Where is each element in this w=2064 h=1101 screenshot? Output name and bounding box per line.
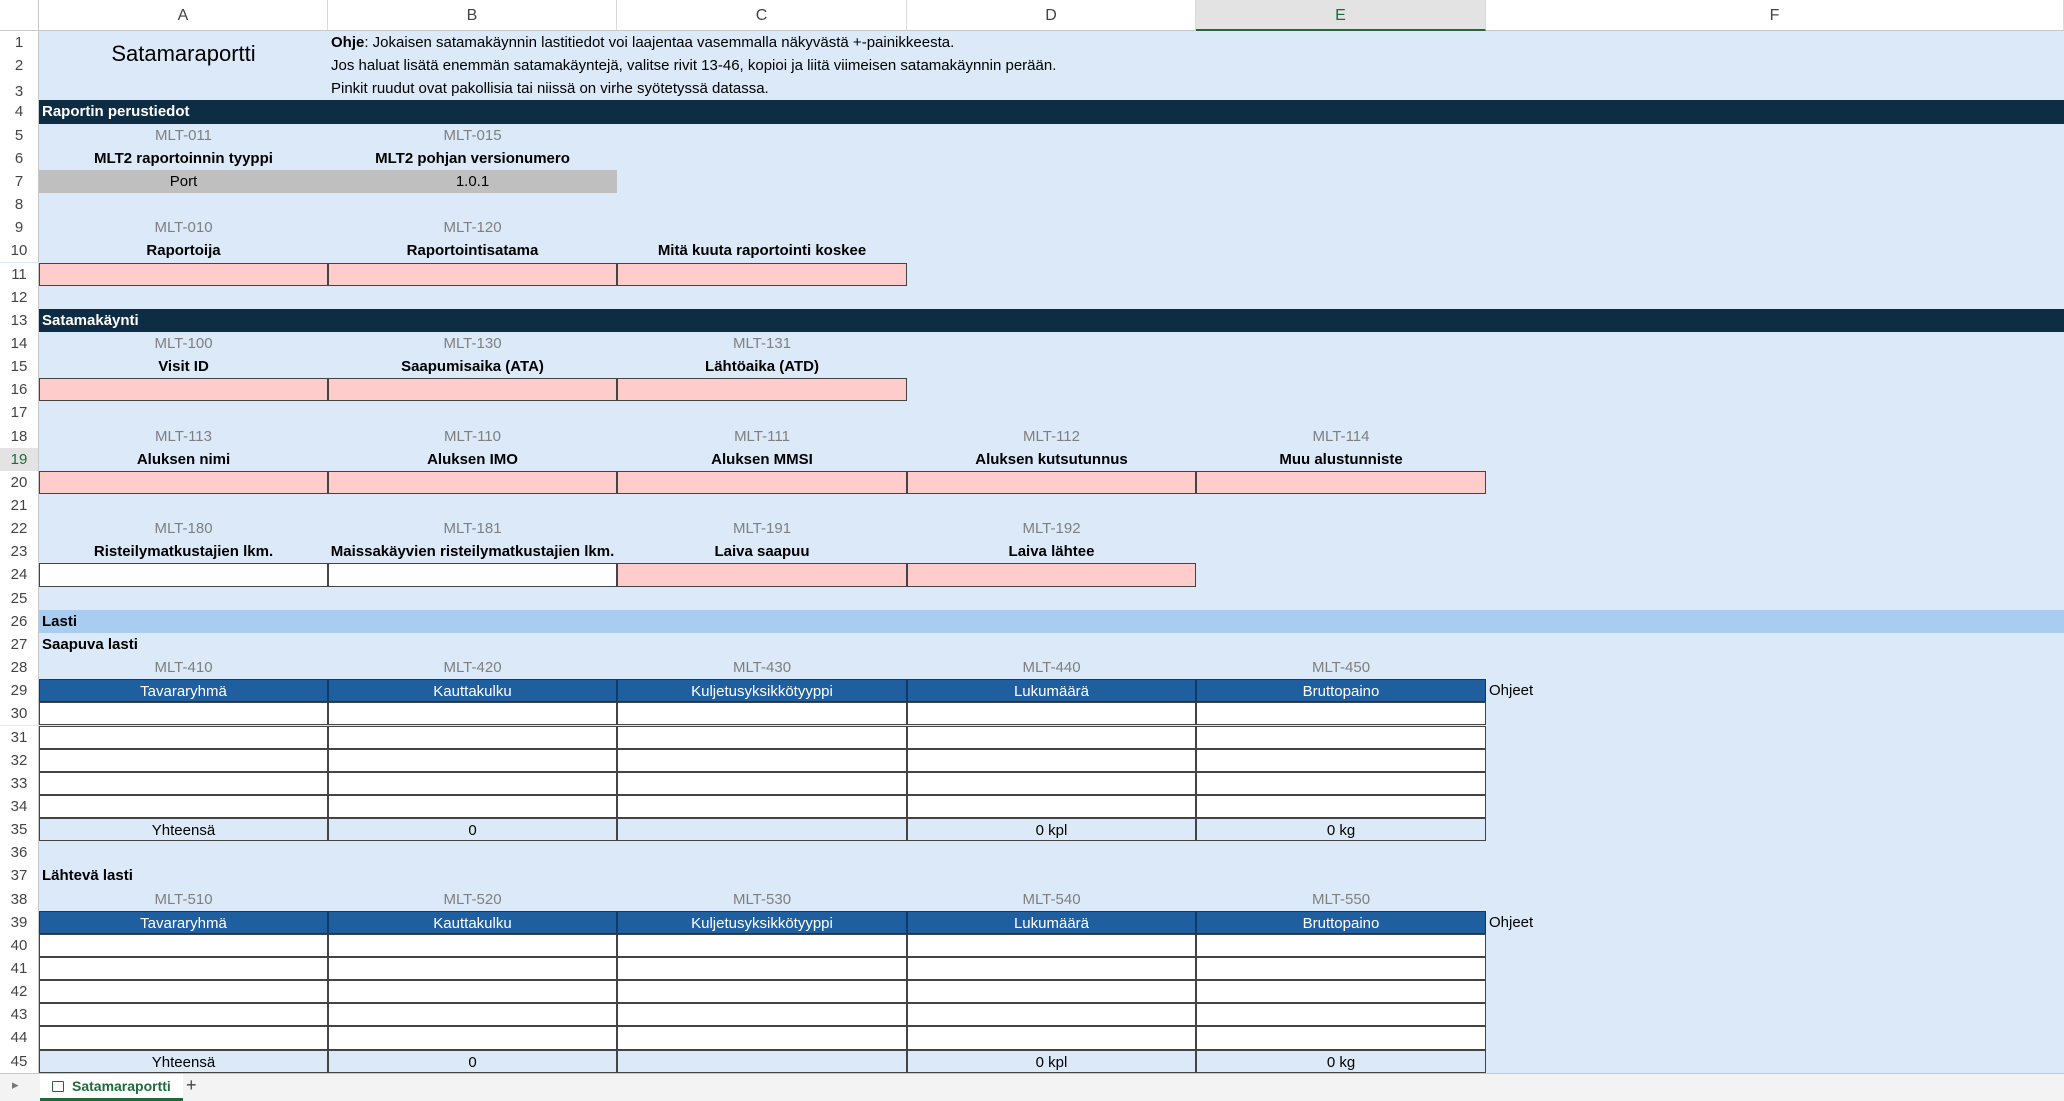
row-header-8[interactable]: 8 (0, 193, 39, 216)
row-header-9[interactable]: 9 (0, 216, 39, 239)
lahteva-table-cell[interactable] (1196, 980, 1486, 1003)
raportointikuukausi-input[interactable] (617, 263, 907, 286)
saapuva-table-cell[interactable] (617, 772, 907, 795)
lahteva-table-cell[interactable] (39, 934, 328, 957)
row-header-33[interactable]: 33 (0, 772, 39, 795)
pohjan-versionumero-label: MLT2 pohjan versionumero (375, 149, 570, 167)
saapuva-code-1: MLT-420 (443, 659, 502, 677)
saapuva-total-1: 0 (328, 818, 617, 841)
visit-r1-field-1-label: Saapumisaika (ATA) (401, 358, 544, 376)
column-header-d[interactable]: D (907, 0, 1196, 31)
saapuva-table-cell[interactable] (1196, 795, 1486, 818)
saapuva-header-1[interactable]: Kauttakulku (328, 679, 617, 702)
visit-r1-field-2-label: Lähtöaika (ATD) (705, 358, 819, 376)
select-all-corner[interactable] (0, 0, 39, 31)
lahteva-table-cell[interactable] (328, 934, 617, 957)
saapuva-table-cell[interactable] (1196, 726, 1486, 749)
column-header-c[interactable]: C (617, 0, 907, 31)
lahteva-table-cell[interactable] (39, 1026, 328, 1049)
saapuva-code-0: MLT-410 (154, 659, 213, 677)
row-header-43[interactable]: 43 (0, 1003, 39, 1026)
row-header-39[interactable]: 39 (0, 911, 39, 934)
lahteva-total-3: 0 kpl (907, 1050, 1196, 1073)
instruction-line-1 (331, 31, 1531, 54)
saapuva-table-cell[interactable] (617, 749, 907, 772)
visit-r2-field-4-code: MLT-114 (1312, 427, 1370, 445)
row-header-6[interactable]: 6 (0, 147, 39, 170)
saapuva-table-cell[interactable] (907, 795, 1196, 818)
visit-r2-field-3-code: MLT-112 (1023, 427, 1080, 445)
row-header-24[interactable]: 24 (0, 563, 39, 586)
row-header-11[interactable]: 11 (0, 263, 39, 286)
lahteva-header-1[interactable]: Kauttakulku (328, 911, 617, 934)
visit-r3-field-2-code: MLT-191 (732, 520, 792, 538)
row-header-25[interactable]: 25 (0, 587, 39, 610)
row-header-3[interactable]: 3 (0, 77, 39, 100)
row-header-27[interactable]: 27 (0, 633, 39, 656)
lahteva-table-cell[interactable] (617, 1003, 907, 1026)
row-header-17[interactable]: 17 (0, 401, 39, 424)
row-header-19[interactable]: 19 (0, 448, 39, 471)
visit-r1-field-2-input[interactable] (617, 378, 907, 401)
saapuva-code-3: MLT-440 (1022, 659, 1081, 677)
lahteva-table-cell[interactable] (617, 980, 907, 1003)
section-satamakaynti: Satamakäynti (39, 309, 2064, 332)
saapuva-table-cell[interactable] (1196, 702, 1486, 725)
saapuva-header-4[interactable]: Bruttopaino (1196, 679, 1486, 702)
sheet-tab-bar (0, 1073, 2064, 1101)
saapuva-table-cell[interactable] (907, 702, 1196, 725)
lahteva-table-cell[interactable] (907, 1026, 1196, 1049)
lahteva-table-cell[interactable] (617, 1026, 907, 1049)
section-raportin-perustiedot: Raportin perustiedot (39, 100, 2064, 123)
saapuva-header-2[interactable]: Kuljetusyksikkötyyppi (617, 679, 907, 702)
row-header-41[interactable]: 41 (0, 957, 39, 980)
saapuva-total-0: Yhteensä (39, 818, 328, 841)
saapuva-table-cell[interactable] (39, 772, 328, 795)
visit-r2-field-0-code: MLT-113 (155, 427, 212, 445)
instruction-text: : Jokaisen satamakäynnin lastitiedot voi laajentaa vasemmalla näkyvästä +-painikkeesta. (364, 34, 955, 51)
visit-r3-field-0-input[interactable] (39, 563, 328, 586)
add-sheet-button[interactable]: + (186, 1075, 197, 1095)
lahteva-table-cell[interactable] (1196, 934, 1486, 957)
visit-r2-field-1-label: Aluksen IMO (427, 450, 518, 468)
saapuva-table-cell[interactable] (617, 702, 907, 725)
saapuva-table-cell[interactable] (328, 726, 617, 749)
row-header-16[interactable]: 16 (0, 378, 39, 401)
row-header-7[interactable]: 7 (0, 170, 39, 193)
pohjan-versionumero-code: MLT-015 (443, 126, 502, 144)
lahteva-table-cell[interactable] (328, 957, 617, 980)
visit-r2-field-3-label: Aluksen kutsutunnus (975, 450, 1128, 468)
lahteva-table-cell[interactable] (328, 980, 617, 1003)
lahteva-header-2[interactable]: Kuljetusyksikkötyyppi (617, 911, 907, 934)
visit-r3-field-0-label: Risteilymatkustajien lkm. (93, 543, 274, 561)
row-header-22[interactable]: 22 (0, 517, 39, 540)
lahteva-header-3[interactable]: Lukumäärä (907, 911, 1196, 934)
visit-r2-field-1-input[interactable] (328, 471, 617, 494)
lahteva-code-2: MLT-530 (732, 890, 792, 908)
lahteva-table-cell[interactable] (907, 957, 1196, 980)
visit-r3-field-0-code: MLT-180 (154, 520, 213, 538)
raportoinnin-tyyppi-input[interactable]: Port (39, 170, 328, 193)
row-header-2[interactable]: 2 (0, 54, 39, 77)
saapuva-table-cell[interactable] (907, 772, 1196, 795)
visit-r2-field-0-label: Aluksen nimi (136, 450, 231, 468)
lahteva-table-cell[interactable] (907, 980, 1196, 1003)
saapuva-total-4: 0 kg (1196, 818, 1486, 841)
visit-r2-field-4-label: Muu alustunniste (1279, 450, 1403, 468)
saapuva-code-4: MLT-450 (1311, 659, 1371, 677)
saapuva-table-cell[interactable] (39, 726, 328, 749)
visit-r1-field-0-label: Visit ID (158, 358, 209, 376)
row-header-40[interactable]: 40 (0, 934, 39, 957)
row-header-1[interactable]: 1 (0, 31, 39, 54)
visit-r2-field-1-code: MLT-110 (444, 427, 501, 445)
row-header-5[interactable]: 5 (0, 124, 39, 147)
saapuva-table-cell[interactable] (39, 702, 328, 725)
saapuva-table-cell[interactable] (617, 726, 907, 749)
saapuva-table-cell[interactable] (907, 749, 1196, 772)
lahteva-code-1: MLT-520 (443, 890, 502, 908)
lahteva-table-cell[interactable] (1196, 1026, 1486, 1049)
lahteva-subtitle: Lähtevä lasti (42, 867, 133, 885)
lahteva-code-0: MLT-510 (154, 890, 213, 908)
row-header-26[interactable]: 26 (0, 610, 39, 633)
saapuva-table-cell[interactable] (617, 795, 907, 818)
row-header-23[interactable]: 23 (0, 540, 39, 563)
row-header-28[interactable]: 28 (0, 656, 39, 679)
saapuva-table-cell[interactable] (328, 772, 617, 795)
saapuva-table-cell[interactable] (328, 795, 617, 818)
row-header-45[interactable]: 45 (0, 1050, 39, 1073)
saapuva-subtitle: Saapuva lasti (42, 635, 138, 653)
raportointisatama-code: MLT-120 (443, 219, 502, 237)
row-header-34[interactable]: 34 (0, 795, 39, 818)
row-header-36[interactable]: 36 (0, 841, 39, 864)
pohjan-versionumero-input[interactable]: 1.0.1 (328, 170, 617, 193)
scroll-tabs-icon[interactable]: ▸ (12, 1077, 19, 1092)
raportointisatama-input[interactable] (328, 263, 617, 286)
row-header-42[interactable]: 42 (0, 980, 39, 1003)
saapuva-header-0[interactable]: Tavararyhmä (39, 679, 328, 702)
row-header-38[interactable]: 38 (0, 888, 39, 911)
instruction-line-3: Pinkit ruudut ovat pakollisia tai niissä on virhe syötetyssä datassa. (331, 80, 769, 98)
visit-r3-field-1-input[interactable] (328, 563, 617, 586)
visit-r2-field-0-input[interactable] (39, 471, 328, 494)
saapuva-table-cell[interactable] (39, 749, 328, 772)
lahteva-header-0[interactable]: Tavararyhmä (39, 911, 328, 934)
visit-r3-field-1-label: Maissakäyvien risteilymatkustajien lkm. (330, 543, 615, 561)
row-header-35[interactable]: 35 (0, 818, 39, 841)
raportoinnin-tyyppi-code: MLT-011 (155, 126, 212, 144)
saapuva-ohjeet-link[interactable]: Ohjeet (1489, 682, 1534, 700)
visit-r1-field-0-input[interactable] (39, 378, 328, 401)
visit-r1-field-0-code: MLT-100 (154, 334, 213, 352)
lahteva-code-3: MLT-540 (1022, 890, 1081, 908)
saapuva-header-3[interactable]: Lukumäärä (907, 679, 1196, 702)
column-header-a[interactable]: A (39, 0, 328, 31)
visit-r1-field-1-code: MLT-130 (443, 334, 502, 352)
saapuva-table-cell[interactable] (907, 726, 1196, 749)
page-title: Satamaraportti (111, 41, 256, 66)
row-header-30[interactable]: 30 (0, 702, 39, 725)
row-header-12[interactable]: 12 (0, 286, 39, 309)
instruction-line-2: Jos haluat lisätä enemmän satamakäyntejä, valitse rivit 13-46, kopioi ja liitä viimeisen satamakäynnin perään. (331, 57, 1057, 75)
lahteva-header-4[interactable]: Bruttopaino (1196, 911, 1486, 934)
saapuva-code-2: MLT-430 (732, 659, 792, 677)
lock-icon (52, 1081, 64, 1092)
row-header-10[interactable]: 10 (0, 239, 39, 262)
row-header-29[interactable]: 29 (0, 679, 39, 702)
lahteva-table-cell[interactable] (907, 934, 1196, 957)
row-header-13[interactable]: 13 (0, 309, 39, 332)
raportoija-input[interactable] (39, 263, 328, 286)
lahteva-table-cell[interactable] (39, 957, 328, 980)
lahteva-code-4: MLT-550 (1311, 890, 1371, 908)
row-header-44[interactable]: 44 (0, 1026, 39, 1049)
visit-r2-field-3-input[interactable] (907, 471, 1196, 494)
visit-r1-field-1-input[interactable] (328, 378, 617, 401)
saapuva-total-3: 0 kpl (907, 818, 1196, 841)
lahteva-total-1: 0 (328, 1050, 617, 1073)
raportointikuukausi-label: Mitä kuuta raportointi koskee (657, 242, 867, 260)
visit-r1-field-2-code: MLT-131 (732, 334, 792, 352)
saapuva-table-cell[interactable] (1196, 772, 1486, 795)
saapuva-table-cell[interactable] (1196, 749, 1486, 772)
section-lasti: Lasti (39, 610, 2064, 633)
saapuva-total-2 (617, 818, 907, 841)
column-header-b[interactable]: B (328, 0, 617, 31)
instruction-ohje-label: Ohje (331, 34, 365, 51)
visit-r2-field-2-code: MLT-111 (734, 427, 790, 445)
lahteva-table-cell[interactable] (907, 1003, 1196, 1026)
raportoija-code: MLT-010 (154, 219, 213, 237)
row-header-14[interactable]: 14 (0, 332, 39, 355)
row-header-37[interactable]: 37 (0, 864, 39, 887)
sheet-tab-satamaraportti[interactable] (40, 1074, 183, 1101)
lahteva-total-4: 0 kg (1196, 1050, 1486, 1073)
row-header-20[interactable]: 20 (0, 471, 39, 494)
visit-r3-field-3-label: Laiva lähtee (1008, 543, 1095, 561)
lahteva-ohjeet-link[interactable]: Ohjeet (1489, 913, 1534, 931)
column-header-e[interactable]: E (1196, 0, 1486, 31)
lahteva-table-cell[interactable] (328, 1026, 617, 1049)
visit-r3-field-3-input[interactable] (907, 563, 1196, 586)
row-header-21[interactable]: 21 (0, 494, 39, 517)
raportointisatama-label: Raportointisatama (406, 242, 539, 260)
saapuva-table-cell[interactable] (328, 702, 617, 725)
visit-r3-field-1-code: MLT-181 (443, 520, 502, 538)
lahteva-table-cell[interactable] (39, 980, 328, 1003)
saapuva-table-cell[interactable] (328, 749, 617, 772)
lahteva-total-0: Yhteensä (39, 1050, 328, 1073)
row-header-4[interactable]: 4 (0, 100, 39, 123)
visit-r3-field-3-code: MLT-192 (1022, 520, 1081, 538)
lahteva-table-cell[interactable] (39, 1003, 328, 1026)
lahteva-table-cell[interactable] (1196, 1003, 1486, 1026)
row-header-31[interactable]: 31 (0, 726, 39, 749)
visit-r2-field-2-input[interactable] (617, 471, 907, 494)
row-header-15[interactable]: 15 (0, 355, 39, 378)
raportoinnin-tyyppi-label: MLT2 raportoinnin tyyppi (94, 149, 273, 167)
lahteva-table-cell[interactable] (328, 1003, 617, 1026)
row-header-18[interactable]: 18 (0, 425, 39, 448)
row-header-32[interactable]: 32 (0, 749, 39, 772)
visit-r3-field-2-label: Laiva saapuu (714, 543, 810, 561)
sheet-tab-label: Satamaraportti (72, 1078, 171, 1094)
visit-r3-field-2-input[interactable] (617, 563, 907, 586)
lahteva-total-2 (617, 1050, 907, 1073)
lahteva-table-cell[interactable] (617, 957, 907, 980)
visit-r2-field-4-input[interactable] (1196, 471, 1486, 494)
raportoija-label: Raportoija (146, 242, 221, 260)
lahteva-table-cell[interactable] (617, 934, 907, 957)
column-header-f[interactable]: F (1486, 0, 2064, 31)
saapuva-table-cell[interactable] (39, 795, 328, 818)
lahteva-table-cell[interactable] (1196, 957, 1486, 980)
visit-r2-field-2-label: Aluksen MMSI (711, 450, 813, 468)
raportointikuukausi-code (617, 216, 907, 239)
